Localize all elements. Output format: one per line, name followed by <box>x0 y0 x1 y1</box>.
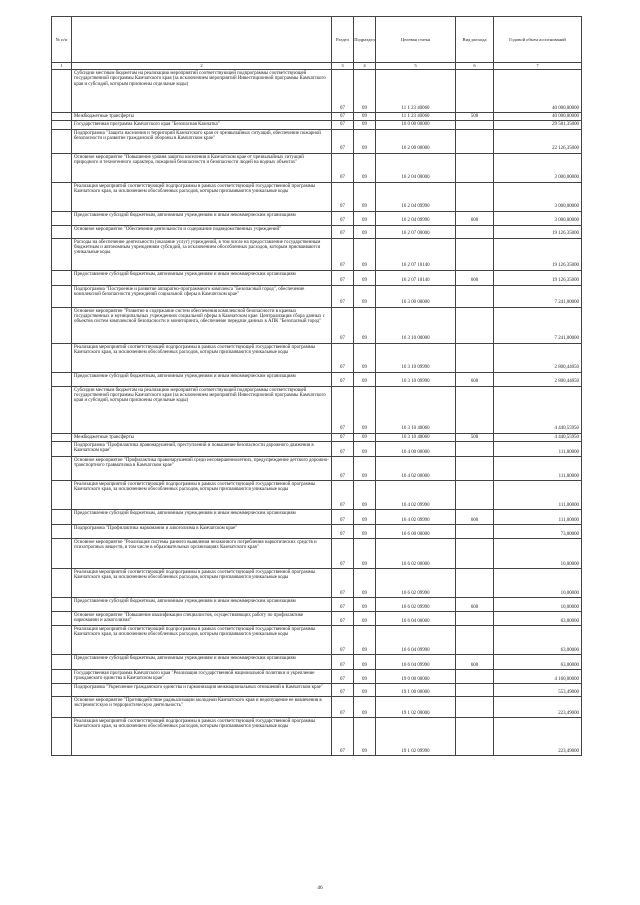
row-exp-type <box>456 524 494 538</box>
row-name: Подпрограмма "Профилактика наркомании и алкоголизма в Камчатском крае" <box>72 524 332 538</box>
row-number <box>52 480 72 509</box>
row-subsection: 09 <box>354 480 376 509</box>
row-amount: 40 000,00000 <box>494 113 582 121</box>
row-exp-type <box>456 225 494 238</box>
row-subsection: 09 <box>354 509 376 524</box>
row-target: 16 6 04 00000 <box>376 611 456 625</box>
row-target: 16 3 10 40060 <box>376 386 456 433</box>
row-name: Основное мероприятие "Развитие и содержание систем обеспечения комплексной безопасности в краевых государственных и муниципальных учреждениях социальной сферы в Камчатском крае. Централизация сбора данных с объектов систем комплексной безопасности и мониторинга, обеспечение передачи данных в АПК "Безопасный город" <box>72 307 332 343</box>
row-exp-type: 600 <box>456 372 494 386</box>
row-amount: 223,49000 <box>494 717 582 755</box>
row-exp-type <box>456 285 494 307</box>
row-target: 16 2 00 00000 <box>376 129 456 153</box>
row-subsection: 09 <box>354 225 376 238</box>
row-number <box>52 285 72 307</box>
row-subsection: 09 <box>354 238 376 270</box>
budget-table <box>51 16 582 756</box>
row-number <box>52 121 72 129</box>
header-subsection: Подраздел <box>354 17 376 63</box>
row-amount: 19 126,35000 <box>494 225 582 238</box>
row-amount: 10,00000 <box>494 568 582 597</box>
row-exp-type <box>456 538 494 568</box>
row-section: 07 <box>332 456 354 480</box>
row-target: 16 2 07 10140 <box>376 270 456 285</box>
row-section: 07 <box>332 433 354 441</box>
row-target: 19 1 00 00000 <box>376 683 456 696</box>
row-name: Реализация мероприятий соответствующей подпрограммы в рамках соответствующей государственной программы Камчатского края, за исключением обособленных расходов, которым присваиваются уникальные коды <box>72 182 332 211</box>
table-row <box>52 625 582 654</box>
row-section: 07 <box>332 225 354 238</box>
row-number <box>52 372 72 386</box>
row-amount: 553,49000 <box>494 683 582 696</box>
row-target: 16 2 04 00000 <box>376 153 456 182</box>
row-subsection: 09 <box>354 654 376 669</box>
row-subsection: 09 <box>354 307 376 343</box>
row-name: Субсидии местным бюджетам на реализацию мероприятий соответствующей подпрограммы соответствующей государственной программы Камчатского края (за исключением мероприятий Инвестиционной программы Камчатского края и субсидий, которым присвоены отдельные коды) <box>72 70 332 113</box>
row-section: 07 <box>332 121 354 129</box>
row-subsection: 09 <box>354 625 376 654</box>
row-amount: 111,00000 <box>494 509 582 524</box>
row-name: Государственная программа Камчатского края "Реализация государственной национальной политики и укрепление гражданского единства в Камчатском крае" <box>72 669 332 683</box>
row-name: Предоставление субсидий бюджетным, автономным учреждениям и иным некоммерческим организациям <box>72 211 332 225</box>
row-number <box>52 433 72 441</box>
table-row <box>52 441 582 456</box>
row-number <box>52 225 72 238</box>
row-amount: 7 241,00000 <box>494 285 582 307</box>
row-exp-type <box>456 153 494 182</box>
row-number <box>52 597 72 611</box>
row-subsection: 09 <box>354 611 376 625</box>
row-name: Предоставление субсидий бюджетным, автономным учреждениям и иным некоммерческим организациям <box>72 270 332 285</box>
row-section: 07 <box>332 441 354 456</box>
row-name: Предоставление субсидий бюджетным, автономным учреждениям и иным некоммерческим организациям <box>72 372 332 386</box>
row-subsection: 09 <box>354 270 376 285</box>
row-amount: 4 440,55950 <box>494 433 582 441</box>
row-section: 07 <box>332 129 354 153</box>
row-number <box>52 696 72 717</box>
row-section: 07 <box>332 524 354 538</box>
column-number: 3 <box>332 63 354 70</box>
row-number <box>52 625 72 654</box>
row-number <box>52 238 72 270</box>
row-amount: 111,00000 <box>494 456 582 480</box>
row-subsection: 09 <box>354 441 376 456</box>
row-target: 16 6 02 09990 <box>376 568 456 597</box>
row-exp-type <box>456 717 494 755</box>
column-number: 2 <box>72 63 332 70</box>
table-row <box>52 524 582 538</box>
row-amount: 223,49000 <box>494 696 582 717</box>
row-exp-type <box>456 386 494 433</box>
row-target: 19 0 00 00000 <box>376 669 456 683</box>
row-exp-type <box>456 480 494 509</box>
row-amount: 111,00000 <box>494 480 582 509</box>
table-row <box>52 238 582 270</box>
row-subsection: 09 <box>354 568 376 597</box>
row-name: Подпрограмма "Построение и развитие аппаратно-программного комплекса "Безопасный город", обеспечение комплексной безопасности учреждений социальной сферы в Камчатском крае" <box>72 285 332 307</box>
row-number <box>52 568 72 597</box>
table-row <box>52 182 582 211</box>
row-number <box>52 669 72 683</box>
row-name: Субсидии местным бюджетам на реализацию мероприятий соответствующей подпрограммы соответствующей государственной программы Камчатского края (за исключением мероприятий Инвестиционной программы Камчатского края и субсидий, которым присвоены отдельные коды) <box>72 386 332 433</box>
row-section: 07 <box>332 654 354 669</box>
row-name: Предоставление субсидий бюджетным, автономным учреждениям и иным некоммерческим организациям <box>72 597 332 611</box>
row-number <box>52 441 72 456</box>
row-amount: 4 160,00000 <box>494 669 582 683</box>
row-name: Основное мероприятие "Профилактика правонарушений среди несовершеннолетних, предупреждение детского дорожно-транспортного травматизма в Камчатском крае" <box>72 456 332 480</box>
row-number <box>52 611 72 625</box>
column-number: 7 <box>494 63 582 70</box>
row-subsection: 09 <box>354 182 376 211</box>
row-number <box>52 211 72 225</box>
row-section: 07 <box>332 669 354 683</box>
row-number <box>52 113 72 121</box>
row-exp-type <box>456 441 494 456</box>
row-exp-type: 500 <box>456 433 494 441</box>
row-subsection: 09 <box>354 121 376 129</box>
row-name: Реализация мероприятий соответствующей подпрограммы в рамках соответствующей государственной программы Камчатского края, за исключением обособленных расходов, которым присваиваются уникальные коды <box>72 480 332 509</box>
table-row <box>52 480 582 509</box>
row-name: Подпрограмма "Укрепление гражданского единства и гармонизация межнациональных отношений в Камчатском крае" <box>72 683 332 696</box>
row-exp-type <box>456 307 494 343</box>
row-name: Реализация мероприятий соответствующей подпрограммы в рамках соответствующей государственной программы Камчатского края, за исключением обособленных расходов, которым присваиваются уникальные коды <box>72 717 332 755</box>
row-target: 16 0 00 00000 <box>376 121 456 129</box>
table-header-row <box>52 17 582 63</box>
row-section: 07 <box>332 625 354 654</box>
row-amount: 22 126,35000 <box>494 129 582 153</box>
row-name: Основное мероприятие "Реализация системы раннего выявления незаконного потребления наркотических средств и психотропных веществ, в том числе в образовательных организациях Камчатского края" <box>72 538 332 568</box>
row-number <box>52 538 72 568</box>
row-subsection: 09 <box>354 524 376 538</box>
column-number: 4 <box>354 63 376 70</box>
row-name: Реализация мероприятий соответствующей подпрограммы в рамках соответствующей государственной программы Камчатского края, за исключением обособленных расходов, которым присваиваются уникальные коды <box>72 568 332 597</box>
table-row <box>52 538 582 568</box>
header-target: Целевая статья <box>376 17 456 63</box>
row-target: 16 6 02 00000 <box>376 538 456 568</box>
row-section: 07 <box>332 611 354 625</box>
row-amount: 3 000,00000 <box>494 182 582 211</box>
row-number <box>52 129 72 153</box>
row-exp-type: 500 <box>456 113 494 121</box>
row-subsection: 09 <box>354 129 376 153</box>
table-row <box>52 211 582 225</box>
table-row <box>52 456 582 480</box>
row-target: 19 1 02 09990 <box>376 717 456 755</box>
row-section: 07 <box>332 386 354 433</box>
header-name <box>72 17 332 63</box>
row-number <box>52 509 72 524</box>
row-section: 07 <box>332 285 354 307</box>
row-exp-type <box>456 238 494 270</box>
row-target: 16 3 10 00000 <box>376 307 456 343</box>
row-amount: 10,00000 <box>494 538 582 568</box>
table-row <box>52 307 582 343</box>
row-exp-type: 600 <box>456 509 494 524</box>
row-section: 07 <box>332 372 354 386</box>
table-row <box>52 121 582 129</box>
table-row <box>52 129 582 153</box>
table-row <box>52 669 582 683</box>
row-section: 07 <box>332 717 354 755</box>
row-exp-type <box>456 625 494 654</box>
row-subsection: 09 <box>354 696 376 717</box>
row-amount: 3 000,00000 <box>494 211 582 225</box>
row-target: 16 6 00 00000 <box>376 524 456 538</box>
table-row <box>52 225 582 238</box>
row-number <box>52 456 72 480</box>
row-target: 16 4 00 00000 <box>376 441 456 456</box>
row-target: 16 6 04 09990 <box>376 654 456 669</box>
column-number-row <box>52 63 582 70</box>
row-subsection: 09 <box>354 683 376 696</box>
row-section: 07 <box>332 270 354 285</box>
row-target: 16 6 02 09990 <box>376 597 456 611</box>
row-amount: 3 000,00000 <box>494 153 582 182</box>
row-name: Подпрограмма "Профилактика правонарушений, преступлений и повышение безопасности дорожного движения в Камчатском крае" <box>72 441 332 456</box>
table-row <box>52 386 582 433</box>
row-subsection: 09 <box>354 113 376 121</box>
row-section: 07 <box>332 113 354 121</box>
row-section: 07 <box>332 182 354 211</box>
row-section: 07 <box>332 343 354 372</box>
row-target: 16 2 07 00000 <box>376 225 456 238</box>
row-section: 07 <box>332 153 354 182</box>
row-number <box>52 524 72 538</box>
row-name: Предоставление субсидий бюджетным, автономным учреждениям и иным некоммерческим организациям <box>72 654 332 669</box>
row-exp-type <box>456 669 494 683</box>
row-amount: 63,00000 <box>494 625 582 654</box>
row-target: 16 4 02 09990 <box>376 480 456 509</box>
row-amount: 4 440,55950 <box>494 386 582 433</box>
row-target: 11 1 23 40060 <box>376 113 456 121</box>
table-row <box>52 70 582 113</box>
row-number <box>52 683 72 696</box>
row-exp-type: 600 <box>456 211 494 225</box>
row-name: Подпрограмма "Защита населения и территорий Камчатского края от чрезвычайных ситуаций, обеспечение пожарной безопасности и развитие гражданской обороны в Камчатском крае" <box>72 129 332 153</box>
row-target: 16 6 04 09990 <box>376 625 456 654</box>
row-exp-type <box>456 343 494 372</box>
row-name: Основное мероприятие "Обеспечение деятельности и содержание подведомственных учреждений" <box>72 225 332 238</box>
table-row <box>52 683 582 696</box>
row-section: 07 <box>332 683 354 696</box>
row-exp-type <box>456 129 494 153</box>
row-exp-type <box>456 182 494 211</box>
row-target: 16 2 04 09990 <box>376 182 456 211</box>
header-num: № п/п <box>52 17 72 63</box>
row-name: Предоставление субсидий бюджетным, автономным учреждениям и иным некоммерческим организациям <box>72 509 332 524</box>
row-subsection: 09 <box>354 538 376 568</box>
row-section: 07 <box>332 696 354 717</box>
row-subsection: 09 <box>354 372 376 386</box>
table-row <box>52 654 582 669</box>
row-exp-type <box>456 611 494 625</box>
row-name: Основное мероприятие "Повышение уровня защиты населения в Камчатском крае от чрезвычайных ситуаций природного и техногенного характера, пожарной безопасности и безопасности людей на водных объектах" <box>72 153 332 182</box>
row-subsection: 09 <box>354 456 376 480</box>
row-amount: 29 581,35000 <box>494 121 582 129</box>
row-section: 07 <box>332 509 354 524</box>
column-number: 1 <box>52 63 72 70</box>
table-row <box>52 343 582 372</box>
row-subsection: 09 <box>354 70 376 113</box>
row-section: 07 <box>332 211 354 225</box>
row-target: 19 1 02 00000 <box>376 696 456 717</box>
column-number: 6 <box>456 63 494 70</box>
row-number <box>52 717 72 755</box>
row-name: Основное мероприятие "Повышение квалификации специалистов, осуществляющих работу по профилактике наркомании и алкоголизма" <box>72 611 332 625</box>
row-amount: 63,00000 <box>494 611 582 625</box>
row-section: 07 <box>332 568 354 597</box>
row-amount: 111,00000 <box>494 441 582 456</box>
row-section: 07 <box>332 70 354 113</box>
header-section: Раздел <box>332 17 354 63</box>
row-target: 16 4 02 00000 <box>376 456 456 480</box>
table-row <box>52 597 582 611</box>
row-section: 07 <box>332 480 354 509</box>
row-target: 16 3 10 40060 <box>376 433 456 441</box>
row-target: 16 2 04 09990 <box>376 211 456 225</box>
row-exp-type <box>456 70 494 113</box>
row-name: Расходы на обеспечение деятельности (оказание услуг) учреждений, в том числе на предоставление государственным бюджетным и автономным учреждениям субсидий, за исключением обособленных расходов, которым присваиваются уникальные коды <box>72 238 332 270</box>
table-row <box>52 270 582 285</box>
header-exp-type: Вид расхода <box>456 17 494 63</box>
table-row <box>52 611 582 625</box>
row-name: Государственная программа Камчатского края "Безопасная Камчатка" <box>72 121 332 129</box>
row-number <box>52 270 72 285</box>
row-number <box>52 70 72 113</box>
table-row <box>52 433 582 441</box>
table-row <box>52 717 582 755</box>
row-amount: 2 800,44050 <box>494 343 582 372</box>
row-name: Реализация мероприятий соответствующей подпрограммы в рамках соответствующей государственной программы Камчатского края, за исключением обособленных расходов, которым присваиваются уникальные коды <box>72 625 332 654</box>
row-number <box>52 153 72 182</box>
row-exp-type: 600 <box>456 597 494 611</box>
row-subsection: 09 <box>354 597 376 611</box>
row-number <box>52 343 72 372</box>
row-amount: 63,00000 <box>494 654 582 669</box>
row-exp-type <box>456 456 494 480</box>
row-number <box>52 182 72 211</box>
row-number <box>52 654 72 669</box>
row-exp-type <box>456 696 494 717</box>
row-amount: 7 241,00000 <box>494 307 582 343</box>
row-section: 07 <box>332 597 354 611</box>
row-subsection: 09 <box>354 211 376 225</box>
row-subsection: 09 <box>354 433 376 441</box>
row-subsection: 09 <box>354 153 376 182</box>
row-exp-type: 600 <box>456 654 494 669</box>
row-amount: 19 126,35000 <box>494 270 582 285</box>
row-exp-type <box>456 121 494 129</box>
row-subsection: 09 <box>354 717 376 755</box>
row-section: 07 <box>332 238 354 270</box>
row-amount: 40 000,00000 <box>494 70 582 113</box>
table-row <box>52 113 582 121</box>
row-subsection: 09 <box>354 285 376 307</box>
row-target: 16 3 10 09990 <box>376 343 456 372</box>
header-amount: Годовой объем ассигнований <box>494 17 582 63</box>
row-section: 07 <box>332 538 354 568</box>
row-name: Межбюджетные трансферты <box>72 433 332 441</box>
row-name: Реализация мероприятий соответствующей подпрограммы в рамках соответствующей государственной программы Камчатского края, за исключением обособленных расходов, которым присваиваются уникальные коды <box>72 343 332 372</box>
table-row <box>52 568 582 597</box>
row-amount: 2 800,44050 <box>494 372 582 386</box>
row-name: Основное мероприятие "Противодействие радикализации молодежи Камчатского края и недопущение ее вовлечения в экстремистскую и террористическую деятельность" <box>72 696 332 717</box>
row-amount: 10,00000 <box>494 597 582 611</box>
table-row <box>52 509 582 524</box>
row-exp-type <box>456 683 494 696</box>
row-exp-type <box>456 568 494 597</box>
row-subsection: 09 <box>354 386 376 433</box>
row-target: 16 3 10 09990 <box>376 372 456 386</box>
row-number <box>52 307 72 343</box>
table-row <box>52 372 582 386</box>
row-exp-type: 600 <box>456 270 494 285</box>
page-number: 46 <box>317 885 323 891</box>
table-row <box>52 696 582 717</box>
row-amount: 73,00000 <box>494 524 582 538</box>
column-number: 5 <box>376 63 456 70</box>
budget-document <box>51 16 581 756</box>
row-name: Межбюджетные трансферты <box>72 113 332 121</box>
row-section: 07 <box>332 307 354 343</box>
row-target: 16 4 02 09990 <box>376 509 456 524</box>
table-row <box>52 285 582 307</box>
row-amount: 19 126,35000 <box>494 238 582 270</box>
row-subsection: 09 <box>354 669 376 683</box>
row-number <box>52 386 72 433</box>
table-row <box>52 153 582 182</box>
row-target: 16 2 07 10140 <box>376 238 456 270</box>
row-target: 11 1 23 40060 <box>376 70 456 113</box>
row-target: 16 3 00 00000 <box>376 285 456 307</box>
row-subsection: 09 <box>354 343 376 372</box>
